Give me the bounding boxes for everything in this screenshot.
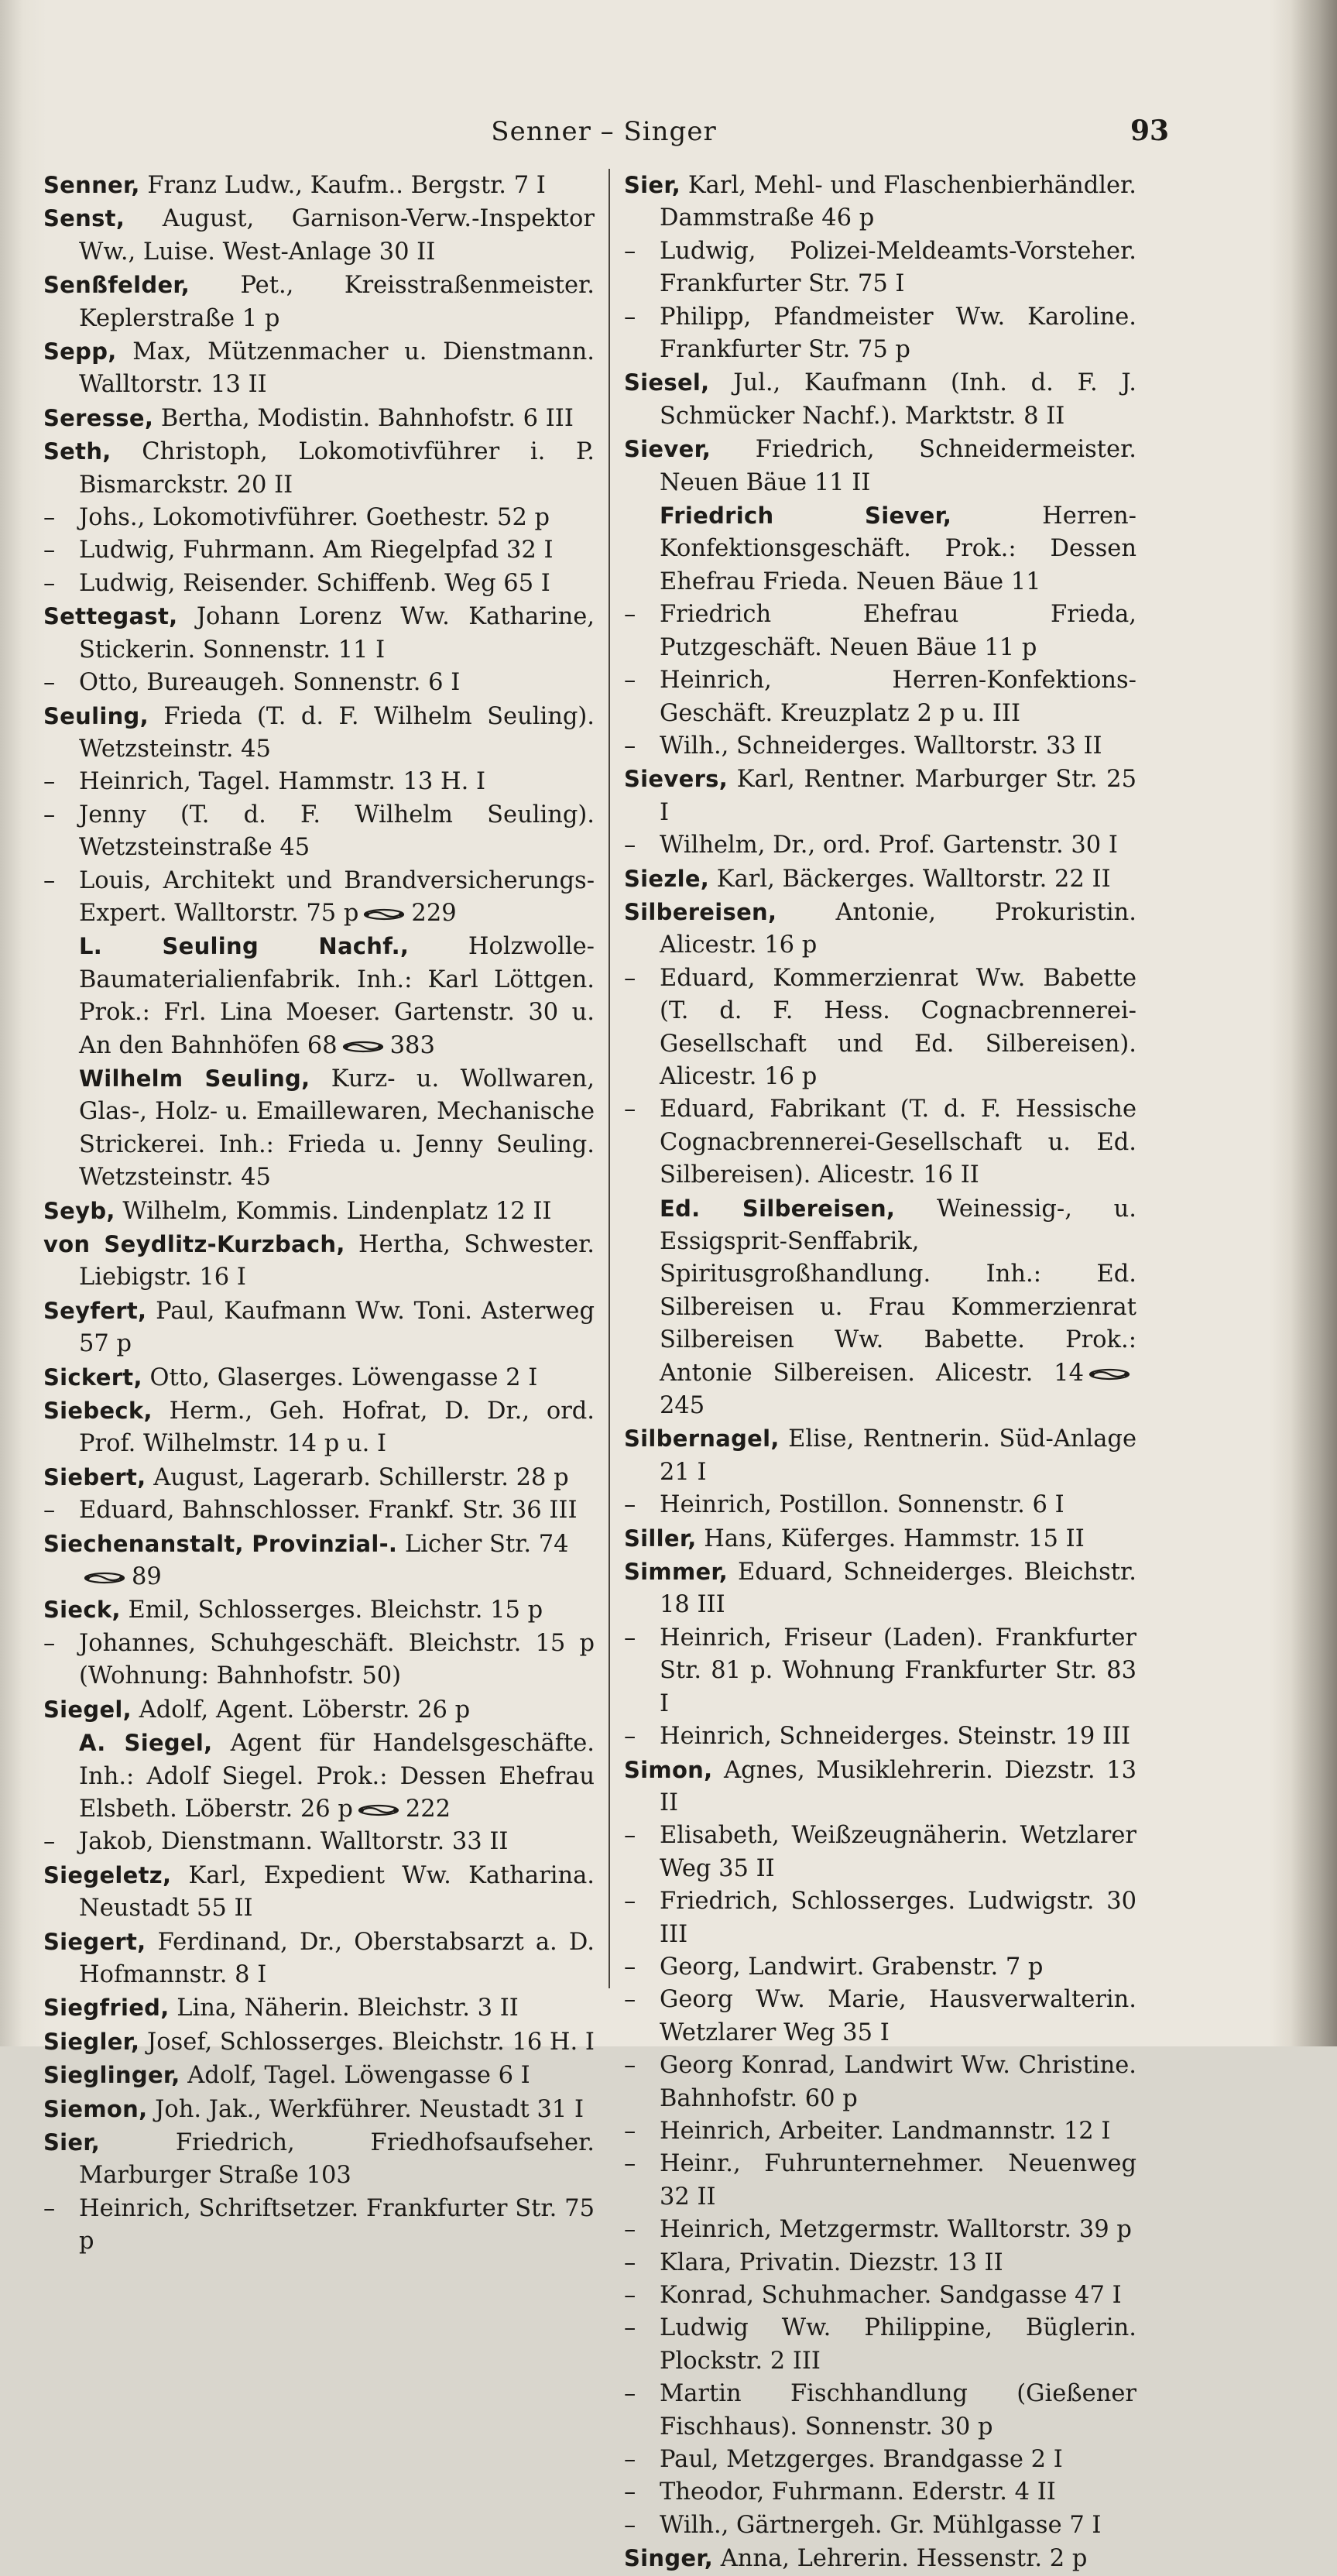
entry-details: Adolf, Agent. Löberstr. 26 p xyxy=(131,1696,471,1724)
entry-name: Siemon, xyxy=(43,2095,148,2122)
ditto-dash: – xyxy=(43,1497,56,1525)
book-spine-shadow xyxy=(1291,0,1337,2046)
entry-details: Lina, Näherin. Bleichstr. 3 II xyxy=(169,1995,519,2022)
directory-entry xyxy=(624,1422,1136,1489)
directory-entry xyxy=(43,1926,595,1992)
directory-subentry xyxy=(624,2378,1136,2444)
directory-entry xyxy=(624,169,1136,235)
directory-subentry xyxy=(624,1951,1136,1984)
entry-name: Senner, xyxy=(43,172,140,198)
directory-subentry xyxy=(43,865,595,931)
ditto-dash: – xyxy=(624,1953,636,1981)
ditto-dash: – xyxy=(624,1624,636,1652)
entry-details: Karl, Mehl- und Flaschenbierhändler. Dammstraße 46 p xyxy=(660,172,1136,232)
directory-firm-entry xyxy=(624,1192,1136,1423)
entry-details: Herm., Geh. Hofrat, D. Dr., ord. Prof. Wilhelmstr. 14 p u. I xyxy=(79,1398,595,1458)
entry-details: Klara, Privatin. Diezstr. 13 II xyxy=(660,2248,1003,2276)
directory-subentry xyxy=(624,962,1136,1094)
entry-name: Sickert, xyxy=(43,1363,142,1391)
telephone-icon xyxy=(342,1041,384,1053)
entry-details: Anna, Lehrerin. Hessenstr. 2 p xyxy=(713,2545,1088,2573)
entry-name: Ed. Silbereisen, xyxy=(660,1195,896,1222)
entry-name: Siegfried, xyxy=(43,1995,170,2022)
column-divider xyxy=(609,169,610,1988)
page-header xyxy=(62,115,1170,155)
directory-entry xyxy=(43,1228,595,1295)
entry-details: Antonie, Prokuristin. Alicestr. 16 p xyxy=(660,898,1136,959)
ditto-dash: – xyxy=(43,1629,56,1657)
entry-details: Wilhelm, Dr., ord. Prof. Gartenstr. 30 I xyxy=(660,832,1118,859)
directory-entry xyxy=(43,169,595,202)
entry-details: Christoph, Lokomotivführer i. P. Bismarckstr. 20 II xyxy=(79,438,595,499)
directory-subentry xyxy=(624,1820,1136,1885)
ditto-dash: – xyxy=(624,2216,636,2244)
entry-details: Elise, Rentnerin. Süd-Anlage 21 I xyxy=(660,1425,1136,1486)
entry-name: Simon, xyxy=(624,1756,713,1783)
entry-details: Philipp, Pfandmeister Ww. Karoline. Frankfurter Str. 75 p xyxy=(660,303,1136,364)
directory-subentry xyxy=(43,799,595,865)
entry-name: Sier, xyxy=(43,2128,101,2156)
telephone-icon xyxy=(358,1804,399,1816)
directory-firm-entry xyxy=(43,1062,595,1195)
entry-name: Seyfert, xyxy=(43,1297,147,1324)
entry-details: Agent für Handelsgeschäfte. Inh.: Adolf Siegel. Prok.: Dessen Ehefrau Elsbeth. Löberstr. 26 p xyxy=(79,1730,595,1823)
entry-details: Heinrich, Friseur (Laden). Frankfurter Str. 81 p. Wohnung Frankfurter Str. 83 I xyxy=(660,1624,1136,1717)
entry-name: Silbereisen, xyxy=(624,898,777,925)
entry-details: Ludwig, Reisender. Schiffenb. Weg 65 I xyxy=(79,569,550,597)
entry-details: Franz Ludw., Kaufm.. Bergstr. 7 I xyxy=(139,172,546,199)
ditto-dash: – xyxy=(624,1986,636,2014)
ditto-dash: – xyxy=(624,2511,636,2539)
entry-details: Heinrich, Tagel. Hammstr. 13 H. I xyxy=(79,768,486,796)
directory-subentry xyxy=(624,1885,1136,1951)
ditto-dash: – xyxy=(43,569,56,597)
directory-subentry xyxy=(43,534,595,567)
entry-name: Wilhelm Seuling, xyxy=(79,1065,310,1092)
entry-name: Senst, xyxy=(43,205,125,232)
directory-subentry xyxy=(43,1628,595,1693)
entry-details: Otto, Glaserges. Löwengasse 2 I xyxy=(142,1363,538,1391)
directory-entry xyxy=(624,763,1136,829)
ditto-dash: – xyxy=(624,1822,636,1850)
ditto-dash: – xyxy=(624,237,636,265)
telephone-icon xyxy=(84,1572,125,1584)
directory-subentry xyxy=(43,2193,595,2259)
directory-entry xyxy=(43,1394,595,1461)
entry-details: Georg, Landwirt. Grabenstr. 7 p xyxy=(660,1953,1044,1981)
entry-details: Wilh., Gärtnergeh. Gr. Mühlgasse 7 I xyxy=(660,2511,1102,2539)
directory-subentry xyxy=(624,599,1136,664)
ditto-dash: – xyxy=(624,2248,636,2276)
directory-firm-entry xyxy=(43,1727,595,1826)
ditto-dash: – xyxy=(624,832,636,859)
entry-name: Sepp, xyxy=(43,338,117,365)
entry-name: Siesel, xyxy=(624,369,710,396)
entry-details: Friedrich Ehefrau Frieda, Putzgeschäft. Neuen Bäue 11 p xyxy=(660,601,1136,661)
ditto-dash: – xyxy=(624,2446,636,2474)
directory-subentry xyxy=(624,301,1136,367)
directory-subentry xyxy=(43,1826,595,1858)
entry-details: Hertha, Schwester. Liebigstr. 16 I xyxy=(79,1231,595,1291)
ditto-dash: – xyxy=(624,2052,636,2080)
directory-entry xyxy=(43,600,595,667)
entry-details: Paul, Metzgerges. Brandgasse 2 I xyxy=(660,2446,1063,2474)
ditto-dash: – xyxy=(43,2194,56,2222)
entry-details: Herren-Konfektionsgeschäft. Prok.: Dessen Ehefrau Frieda. Neuen Bäue 11 xyxy=(660,503,1136,595)
entry-details: Johs., Lokomotivführer. Goethestr. 52 p xyxy=(79,504,550,532)
entry-details: Max, Mützenmacher u. Dienstmann. Walltorstr. 13 II xyxy=(79,338,595,399)
entry-details: Heinrich, Schneiderges. Steinstr. 19 III xyxy=(660,1723,1131,1751)
entry-details: Karl, Bäckerges. Walltorstr. 22 II xyxy=(709,865,1111,893)
directory-subentry xyxy=(624,829,1136,862)
phone-number: 245 xyxy=(660,1392,705,1420)
ditto-dash: – xyxy=(43,504,56,532)
ditto-dash: – xyxy=(624,2117,636,2145)
directory-subentry xyxy=(624,730,1136,763)
directory-entry xyxy=(624,1556,1136,1622)
directory-subentry xyxy=(624,2214,1136,2246)
entry-details: Karl, Expedient Ww. Katharina. Neustadt 55 II xyxy=(79,1861,595,1923)
entry-name: Friedrich Siever, xyxy=(660,503,952,530)
directory-subentry xyxy=(624,664,1136,730)
ditto-dash: – xyxy=(43,768,56,796)
directory-entry xyxy=(43,1361,595,1394)
entry-details: Ludwig Ww. Philippine, Büglerin. Plockstr. 2 III xyxy=(660,2314,1136,2375)
entry-details: Eduard, Schneiderges. Bleichstr. 18 III xyxy=(660,1559,1136,1619)
entry-details: Johann Lorenz Ww. Katharine, Stickerin. Sonnenstr. 11 I xyxy=(79,603,595,664)
entry-details: Wilhelm, Kommis. Lindenplatz 12 II xyxy=(115,1197,552,1225)
entry-details: Frieda (T. d. F. Wilhelm Seuling). Wetzsteinstr. 45 xyxy=(79,702,595,763)
entry-name: Seyb, xyxy=(43,1197,115,1224)
entry-name: Sier, xyxy=(624,172,681,198)
ditto-dash: – xyxy=(43,801,56,828)
entry-name: Settegast, xyxy=(43,603,178,630)
page-number: 93 xyxy=(1130,115,1170,147)
entry-details: Eduard, Fabrikant (T. d. F. Hessische Cognacbrennerei-Gesellschaft u. Ed. Silbereisen). Alicestr. 16 II xyxy=(660,1096,1136,1189)
entry-name: Seresse, xyxy=(43,404,154,431)
telephone-icon xyxy=(363,908,405,921)
entry-details: Theodor, Fuhrmann. Ederstr. 4 II xyxy=(660,2478,1056,2506)
ditto-dash: – xyxy=(624,303,636,331)
phone-number: 89 xyxy=(132,1563,162,1591)
entry-details: Otto, Bureaugeh. Sonnenstr. 6 I xyxy=(79,669,461,697)
entry-details: Agnes, Musiklehrerin. Diezstr. 13 II xyxy=(660,1756,1136,1816)
entry-details: Pet., Kreisstraßenmeister. Keplerstraße 1 p xyxy=(79,272,595,332)
directory-entry xyxy=(43,2025,595,2059)
directory-subentry xyxy=(624,2247,1136,2279)
directory-entry xyxy=(43,1593,595,1627)
directory-entry xyxy=(43,1859,595,1926)
entry-name: Simmer, xyxy=(624,1559,728,1586)
ditto-dash: – xyxy=(624,1723,636,1751)
directory-subentry xyxy=(624,2476,1136,2509)
directory-entry xyxy=(43,2126,595,2193)
directory-entry xyxy=(624,1522,1136,1556)
entry-name: Siever, xyxy=(624,436,711,463)
entry-details: Joh. Jak., Werkführer. Neustadt 31 I xyxy=(147,2095,585,2123)
phone-number: 222 xyxy=(405,1795,451,1823)
entry-details: Holzwolle-Baumaterialienfabrik. Inh.: Karl Löttgen. Prok.: Frl. Lina Moeser. Gartenstr. 30 u. An den Bahnhöfen 68 xyxy=(79,933,595,1059)
entry-details: Georg Konrad, Landwirt Ww. Christine. Bahnhofstr. 60 p xyxy=(660,2052,1136,2112)
directory-entry xyxy=(624,896,1136,962)
directory-subentry xyxy=(624,2115,1136,2148)
directory-firm-entry xyxy=(624,499,1136,599)
entry-details: Heinrich, Schriftsetzer. Frankfurter Str. 75 p xyxy=(79,2194,595,2255)
entry-details: Eduard, Kommerzienrat Ww. Babette (T. d. F. Hess. Cognacbrennerei-Gesellschaft und Ed. Silbereisen). Alicestr. 16 p xyxy=(660,964,1136,1090)
directory-entry xyxy=(624,433,1136,499)
entry-details: Friedrich, Friedhofsaufseher. Marburger Straße 103 xyxy=(79,2128,595,2190)
entry-name: Siechenanstalt, Provinzial-. xyxy=(43,1530,398,1557)
entry-details: Heinrich, Metzgermstr. Walltorstr. 39 p xyxy=(660,2216,1132,2244)
directory-firm-entry xyxy=(43,930,595,1062)
entry-details: Johannes, Schuhgeschäft. Bleichstr. 15 p (Wohnung: Bahnhofstr. 50) xyxy=(79,1629,595,1690)
entry-details: Emil, Schlosserges. Bleichstr. 15 p xyxy=(120,1597,543,1624)
phone-number: 229 xyxy=(411,899,457,927)
directory-entry xyxy=(624,366,1136,433)
entry-details: Jakob, Dienstmann. Walltorstr. 33 II xyxy=(79,1828,509,1856)
directory-subentry xyxy=(43,502,595,534)
entry-details: Wilh., Schneiderges. Walltorstr. 33 II xyxy=(660,732,1102,760)
entry-details: Ludwig, Fuhrmann. Am Riegelpfad 32 I xyxy=(79,537,554,564)
entry-details: Weinessig-, u. Essigsprit-Senffabrik, Spiritusgroßhandlung. Inh.: Ed. Silbereisen u. Frau Kommerzienrat Silbereisen Ww. Babette. Prok.: Antonie Silbereisen. Alicestr. 14 xyxy=(660,1195,1136,1387)
entry-details: Heinrich, Arbeiter. Landmannstr. 12 I xyxy=(660,2117,1111,2145)
directory-subentry xyxy=(624,2049,1136,2115)
entry-details: Heinrich, Herren-Konfektions-Geschäft. Kreuzplatz 2 p u. III xyxy=(660,667,1136,727)
entry-name: Sievers, xyxy=(624,766,728,793)
directory-entry xyxy=(43,2093,595,2126)
directory-subentry xyxy=(624,1720,1136,1753)
ditto-dash: – xyxy=(43,669,56,697)
left-column xyxy=(43,169,595,2255)
entry-details: Georg Ww. Marie, Hausverwalterin. Wetzlarer Weg 35 I xyxy=(660,1986,1136,2046)
directory-subentry xyxy=(624,1489,1136,1521)
directory-subentry xyxy=(624,2312,1136,2378)
directory-subentry xyxy=(43,766,595,798)
ditto-dash: – xyxy=(43,866,56,894)
entry-name: Siller, xyxy=(624,1525,697,1552)
entry-name: Siegler, xyxy=(43,2028,140,2055)
right-column xyxy=(624,169,1136,2573)
entry-details: Louis, Architekt und Brandversicherungs-Expert. Walltorstr. 75 p xyxy=(79,866,595,927)
entry-details: Konrad, Schuhmacher. Sandgasse 47 I xyxy=(660,2282,1122,2309)
directory-entry xyxy=(43,435,595,502)
entry-details: Elisabeth, Weißzeugnäherin. Wetzlarer Weg 35 II xyxy=(660,1822,1136,1882)
entry-details: Jenny (T. d. F. Wilhelm Seuling). Wetzsteinstraße 45 xyxy=(79,801,595,862)
directory-subentry xyxy=(43,667,595,699)
directory-subentry xyxy=(624,1984,1136,2049)
ditto-dash: – xyxy=(624,2478,636,2506)
directory-subentry xyxy=(624,2279,1136,2312)
directory-subentry xyxy=(624,2148,1136,2214)
ditto-dash: – xyxy=(43,537,56,564)
entry-details: Martin Fischhandlung (Gießener Fischhaus). Sonnenstr. 30 p xyxy=(660,2380,1136,2441)
directory-entry xyxy=(624,2542,1136,2575)
directory-entry xyxy=(624,1754,1136,1820)
entry-details: Friedrich, Schneidermeister. Neuen Bäue 11 II xyxy=(660,436,1136,496)
entry-name: Siebert, xyxy=(43,1463,146,1490)
directory-entry xyxy=(43,1528,595,1594)
directory-entry xyxy=(624,863,1136,896)
entry-name: Silbernagel, xyxy=(624,1425,780,1453)
entry-name: Sieglinger, xyxy=(43,2062,180,2089)
ditto-dash: – xyxy=(624,1888,636,1916)
entry-name: Siegel, xyxy=(43,1696,132,1723)
entry-name: L. Seuling Nachf., xyxy=(79,933,410,960)
ditto-dash: – xyxy=(624,601,636,629)
page-title: Senner – Singer xyxy=(491,116,717,147)
directory-entry xyxy=(43,2059,595,2092)
ditto-dash: – xyxy=(624,2150,636,2178)
entry-name: Senßfelder, xyxy=(43,272,190,299)
entry-name: Seuling, xyxy=(43,702,149,729)
ditto-dash: – xyxy=(624,667,636,695)
directory-entry xyxy=(43,1461,595,1494)
entry-details: Licher Str. 74 xyxy=(397,1530,569,1558)
entry-details: Friedrich, Schlosserges. Ludwigstr. 30 III xyxy=(660,1888,1136,1948)
entry-details: Kurz- u. Wollwaren, Glas-, Holz- u. Emaillewaren, Mechanische Strickerei. Inh.: Frieda u. Jenny Seuling. Wetzsteinstr. 45 xyxy=(79,1065,595,1192)
directory-entry xyxy=(43,1195,595,1228)
directory-entry xyxy=(43,335,595,402)
entry-name: Siegert, xyxy=(43,1928,146,1955)
entry-details: August, Garnison-Verw.-Inspektor Ww., Luise. West-Anlage 30 II xyxy=(79,205,595,266)
entry-name: Sieck, xyxy=(43,1597,121,1624)
entry-details: Karl, Rentner. Marburger Str. 25 I xyxy=(660,766,1136,826)
entry-details: Hans, Küferges. Hammstr. 15 II xyxy=(696,1525,1085,1552)
entry-details: Eduard, Bahnschlosser. Frankf. Str. 36 III xyxy=(79,1497,578,1525)
entry-details: August, Lagerarb. Schillerstr. 28 p xyxy=(146,1463,569,1491)
directory-entry xyxy=(43,1991,595,2025)
directory-subentry xyxy=(43,568,595,600)
entry-details: Bertha, Modistin. Bahnhofstr. 6 III xyxy=(153,404,574,432)
directory-entry xyxy=(43,269,595,335)
ditto-dash: – xyxy=(624,732,636,760)
entry-name: von Seydlitz-Kurzbach, xyxy=(43,1231,345,1257)
ditto-dash: – xyxy=(624,1096,636,1123)
entry-details: Paul, Kaufmann Ww. Toni. Asterweg 57 p xyxy=(79,1297,595,1358)
directory-entry xyxy=(43,402,595,435)
entry-name: Singer, xyxy=(624,2545,714,2572)
ditto-dash: – xyxy=(624,2380,636,2408)
entry-details: Heinrich, Postillon. Sonnenstr. 6 I xyxy=(660,1491,1064,1519)
directory-subentry xyxy=(624,1622,1136,1720)
directory-entry xyxy=(43,1295,595,1361)
directory-subentry xyxy=(624,235,1136,301)
directory-entry xyxy=(43,1693,595,1727)
phone-number: 383 xyxy=(389,1031,435,1059)
ditto-dash: – xyxy=(624,1491,636,1519)
entry-details: Josef, Schlosserges. Bleichstr. 16 H. I xyxy=(139,2028,595,2056)
entry-name: Siegeletz, xyxy=(43,1861,172,1888)
entry-name: Siezle, xyxy=(624,865,710,892)
entry-details: Ludwig, Polizei-Meldeamts-Vorsteher. Frankfurter Str. 75 I xyxy=(660,237,1136,298)
ditto-dash: – xyxy=(624,2282,636,2309)
entry-name: A. Siegel, xyxy=(79,1730,213,1757)
entry-details: Heinr., Fuhrunternehmer. Neuenweg 32 II xyxy=(660,2150,1136,2211)
directory-entry xyxy=(43,202,595,269)
entry-details: Adolf, Tagel. Löwengasse 6 I xyxy=(180,2062,530,2090)
telephone-icon xyxy=(1088,1368,1130,1381)
directory-subentry xyxy=(624,1093,1136,1192)
ditto-dash: – xyxy=(624,2314,636,2342)
directory-subentry xyxy=(624,2444,1136,2476)
directory-subentry xyxy=(43,1494,595,1527)
entry-details: Jul., Kaufmann (Inh. d. F. J. Schmücker Nachf.). Marktstr. 8 II xyxy=(660,369,1136,430)
ditto-dash: – xyxy=(624,964,636,992)
entry-name: Siebeck, xyxy=(43,1398,153,1425)
ditto-dash: – xyxy=(43,1828,56,1856)
entry-name: Seth, xyxy=(43,438,111,465)
directory-subentry xyxy=(624,2509,1136,2542)
entry-details: Ferdinand, Dr., Oberstabsarzt a. D. Hofmannstr. 8 I xyxy=(79,1928,595,1988)
directory-entry xyxy=(43,700,595,767)
